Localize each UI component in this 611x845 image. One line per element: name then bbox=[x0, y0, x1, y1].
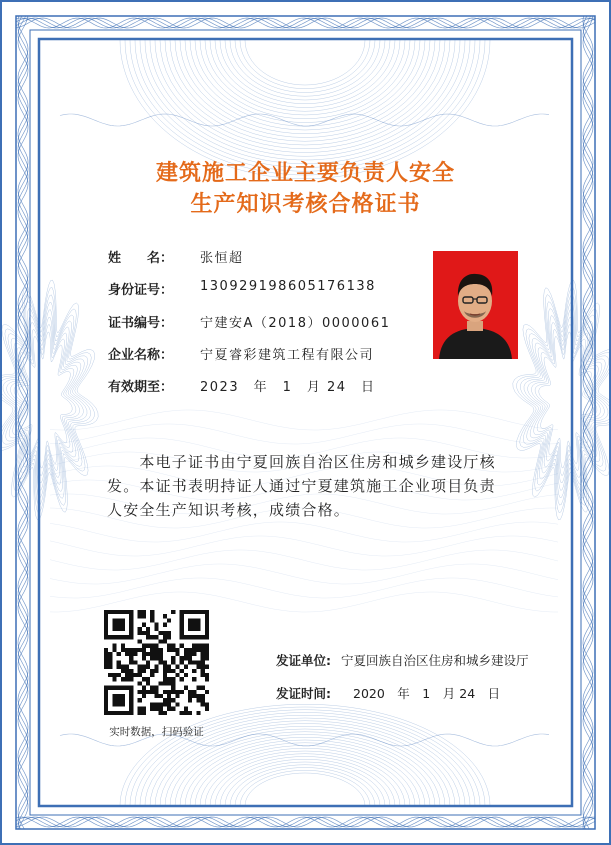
statement-line-2: 发。本证书表明持证人通过宁夏建筑施工企业项目负责 bbox=[107, 477, 496, 495]
issuer-label: 发证单位: bbox=[276, 653, 331, 668]
statement-line-3: 人安全生产知识考核，成绩合格。 bbox=[107, 501, 351, 519]
issue-time-label: 发证时间: bbox=[276, 686, 331, 701]
company-name-value: 宁夏睿彩建筑工程有限公司 bbox=[200, 348, 375, 363]
certificate-title-line2: 生产知识考核合格证书 bbox=[190, 192, 421, 217]
certificate-title-line1: 建筑施工企业主要负责人安全 bbox=[155, 161, 455, 186]
verification-qr-code[interactable] bbox=[104, 610, 209, 715]
valid-until-value: 2023 年 1 月 24 日 bbox=[200, 380, 376, 395]
holder-photo bbox=[433, 251, 518, 359]
issuer-value: 宁夏回族自治区住房和城乡建设厅 bbox=[341, 653, 529, 668]
statement-line-1: 本电子证书由宁夏回族自治区住房和城乡建设厅核 bbox=[107, 453, 496, 471]
id-number-value: 130929198605176138 bbox=[200, 279, 376, 294]
company-name-label: 企业名称： bbox=[108, 348, 174, 363]
name-value: 张恒超 bbox=[200, 251, 244, 266]
certificate-number-value: 宁建安A（2018）0000061 bbox=[200, 316, 391, 331]
issue-time-value: 2020 年 1 月 24 日 bbox=[353, 686, 501, 701]
id-number-label: 身份证号： bbox=[108, 283, 174, 298]
name-label: 姓 名： bbox=[108, 251, 174, 266]
person-portrait-icon bbox=[433, 251, 518, 359]
qr-caption: 实时数据，扫码验证 bbox=[109, 726, 204, 738]
valid-until-label: 有效期至： bbox=[108, 380, 174, 395]
certificate-number-label: 证书编号： bbox=[108, 316, 174, 331]
guilloche-pattern bbox=[0, 16, 611, 829]
